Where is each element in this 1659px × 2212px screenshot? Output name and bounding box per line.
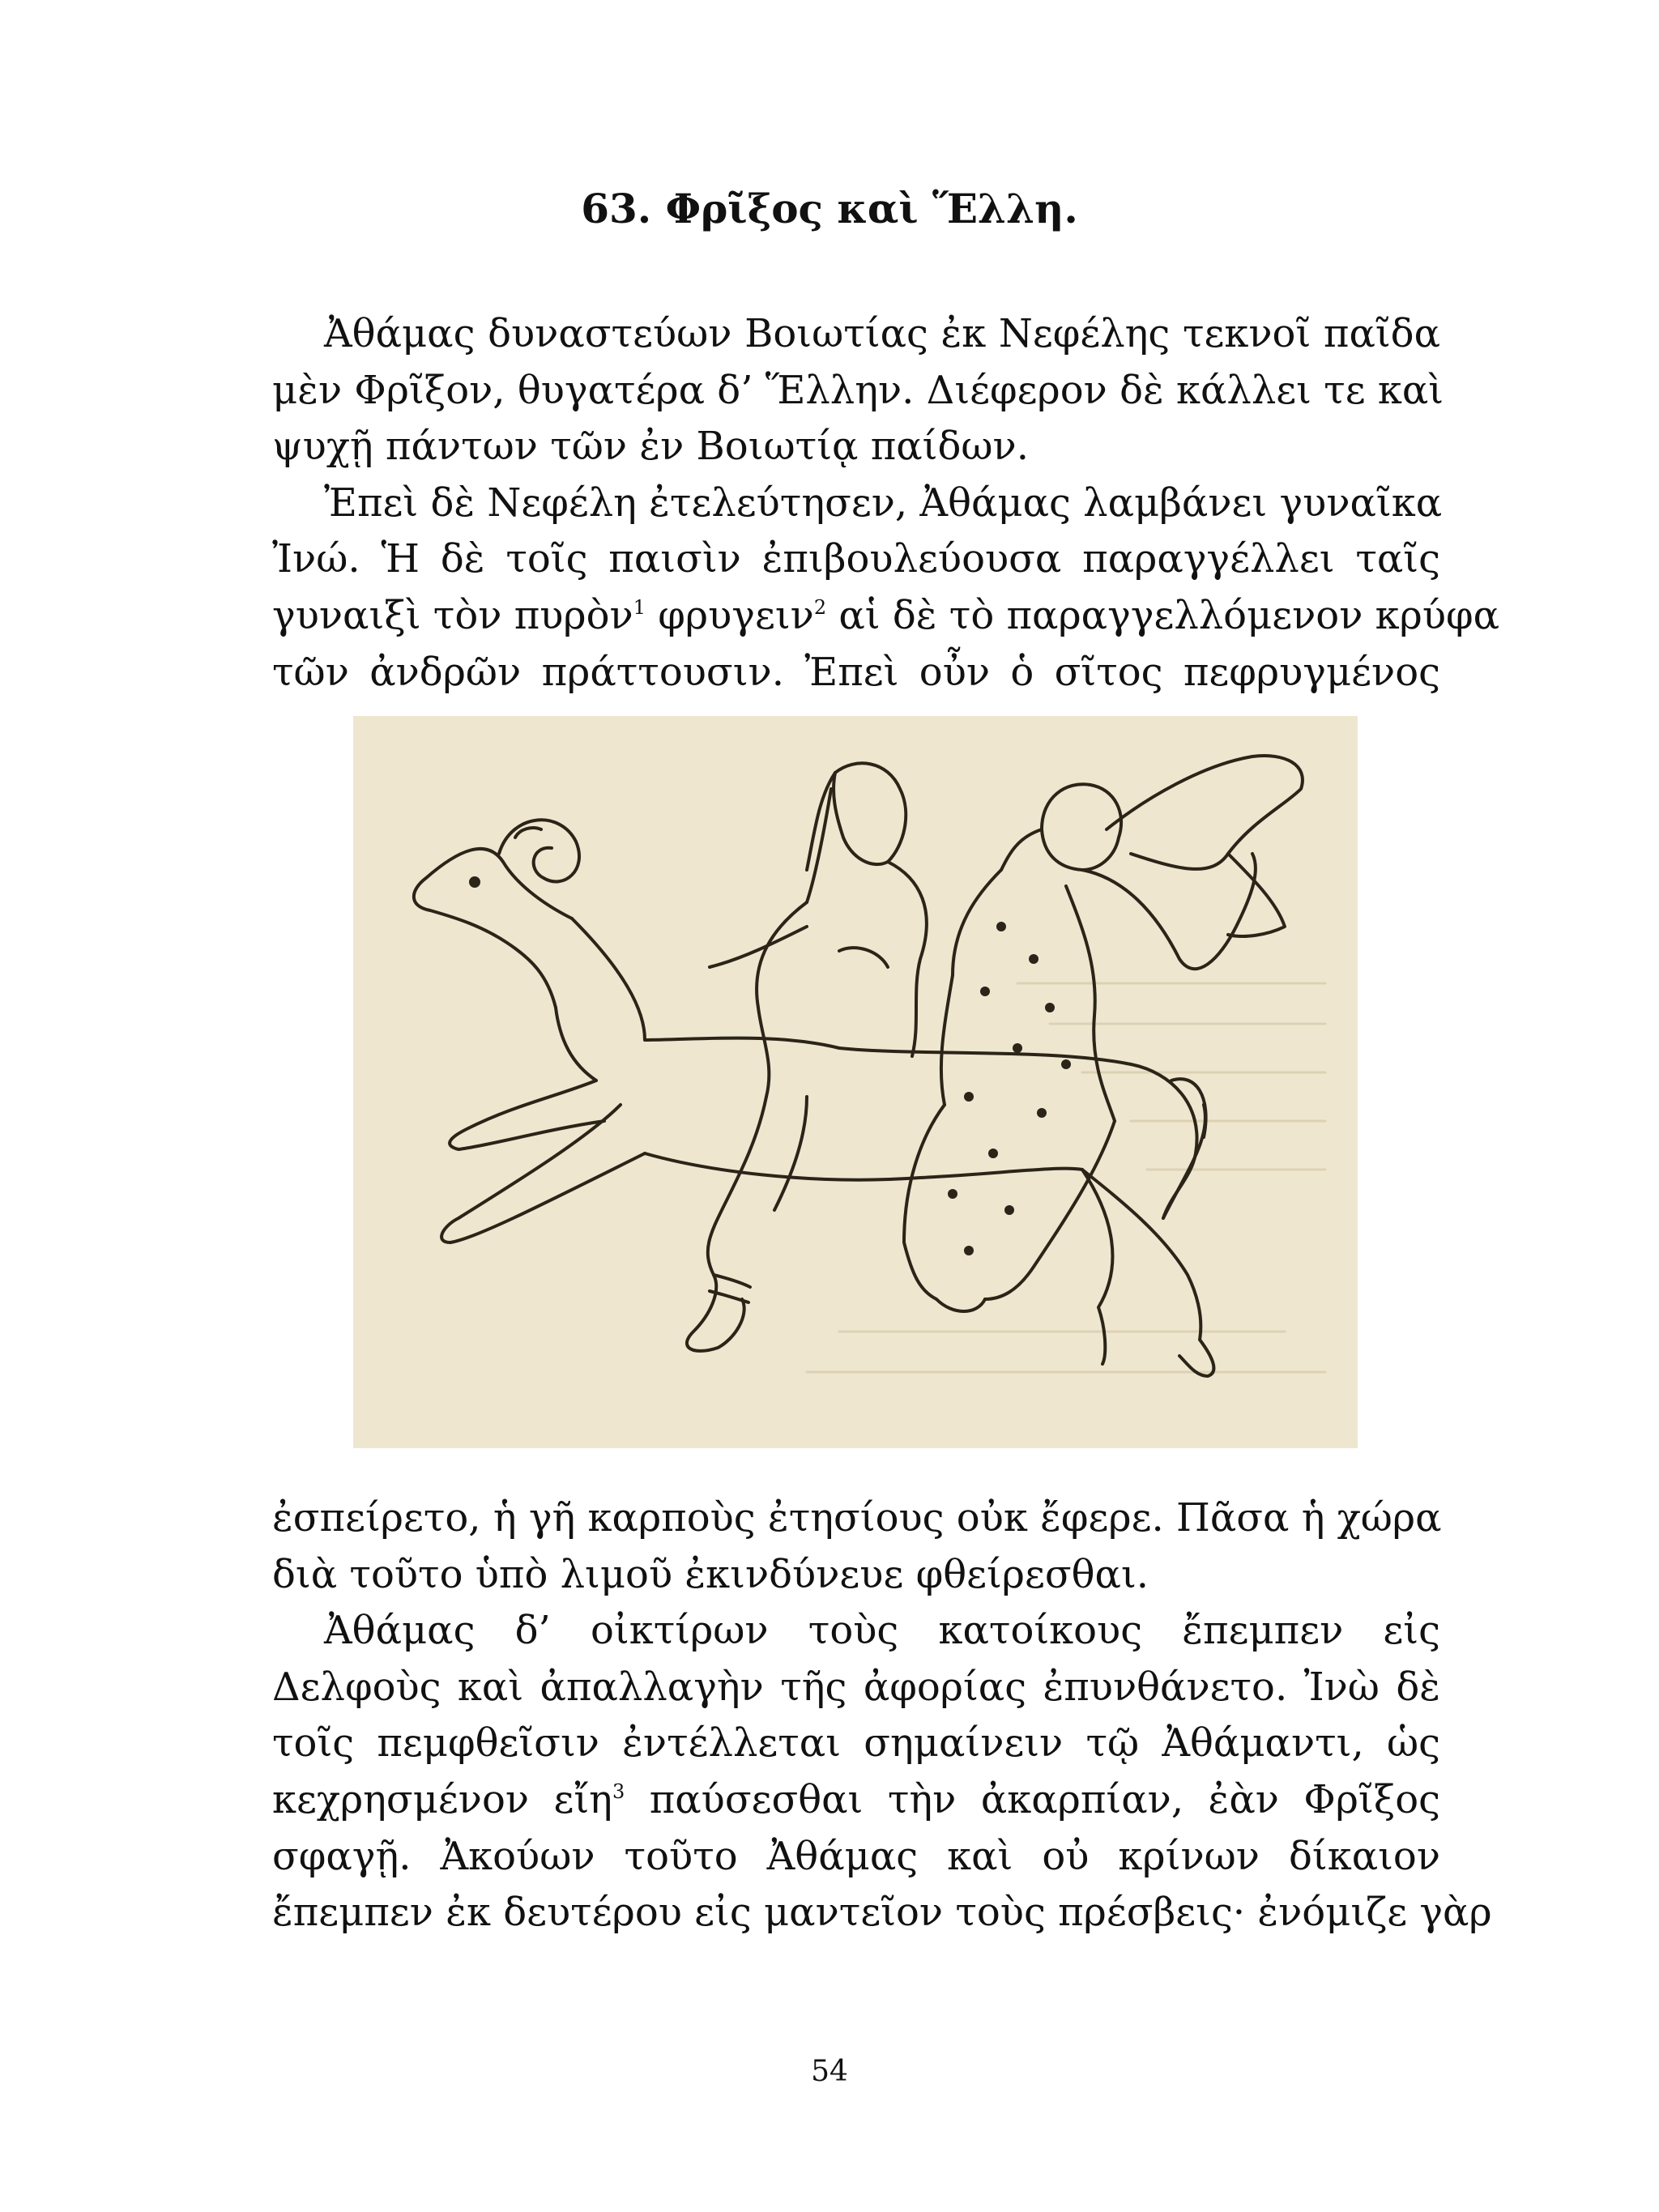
text-line: ἔπεμπεν ἐκ δευτέρου εἰς μαντεῖον τοὺς πρέσβεις· ἐνόμιζε γὰρ — [272, 1890, 1492, 1936]
text-line: Ἐπεὶ δὲ Νεφέλη ἐτελεύτησεν, Ἀθάμας λαμβάνει γυναῖκα — [324, 479, 1443, 526]
text-span: φρυγειν — [646, 592, 814, 638]
illustration-phrixus-helle-ram — [353, 716, 1358, 1448]
footnote-marker: 3 — [612, 1779, 625, 1803]
section-title: 63. Φρῖξος καὶ Ἕλλη. — [581, 185, 1078, 232]
text-span: γυναιξὶ τὸν πυρὸν — [272, 592, 633, 638]
text-span: παύσεσθαι τὴν ἀκαρπίαν, ἐὰν Φρῖξος — [625, 1776, 1440, 1822]
text-span: κεχρησμένον εἴη — [272, 1776, 612, 1822]
text-line: σφαγῇ. Ἀκούων τοῦτο Ἀθάμας καὶ οὐ κρίνων δίκαιον — [272, 1833, 1440, 1879]
footnote-marker: 2 — [813, 595, 827, 619]
text-line: Ἀθάμας δυναστεύων Βοιωτίας ἐκ Νεφέλης τεκνοῖ παῖδα — [324, 311, 1440, 356]
text-line: τοῖς πεμφθεῖσιν ἐντέλλεται σημαίνειν τῷ Ἀθάμαντι, ὡς — [272, 1720, 1440, 1767]
text-line-with-footnote — [272, 1772, 1440, 1829]
text-line: μὲν Φρῖξον, θυγατέρα δ’ Ἕλλην. Διέφερον δὲ κάλλει τε καὶ — [272, 367, 1444, 413]
text-line: Δελφοὺς καὶ ἀπαλλαγὴν τῆς ἀφορίας ἐπυνθάνετο. Ἰνὼ δὲ — [272, 1664, 1440, 1710]
text-line: ἐσπείρετο, ἡ γῆ καρποὺς ἐτησίους οὐκ ἔφερε. Πᾶσα ἡ χώρα — [272, 1495, 1442, 1541]
page-number: 54 — [811, 2055, 848, 2088]
text-line: Ἀθάμας δ’ οἰκτίρων τοὺς κατοίκους ἔπεμπεν εἰς — [324, 1608, 1440, 1654]
text-line: διὰ τοῦτο ὑπὸ λιμοῦ ἐκινδύνευε φθείρεσθαι. — [272, 1551, 1149, 1597]
footnote-marker: 1 — [633, 595, 646, 619]
text-line: τῶν ἀνδρῶν πράττουσιν. Ἐπεὶ οὖν ὁ σῖτος πεφρυγμένος — [272, 649, 1440, 695]
text-line: ψυχῇ πάντων τῶν ἐν Βοιωτίᾳ παίδων. — [272, 424, 1029, 470]
text-span: αἱ δὲ τὸ παραγγελλόμενον κρύφα — [826, 592, 1500, 638]
paragraph-block-1 — [272, 306, 1500, 701]
text-line: Ἰνώ. Ἡ δὲ τοῖς παισὶν ἐπιβουλεύουσα παραγγέλλει ταῖς — [272, 536, 1440, 582]
text-line-with-footnotes — [272, 588, 1500, 645]
paragraph-block-2 — [272, 1490, 1492, 1941]
